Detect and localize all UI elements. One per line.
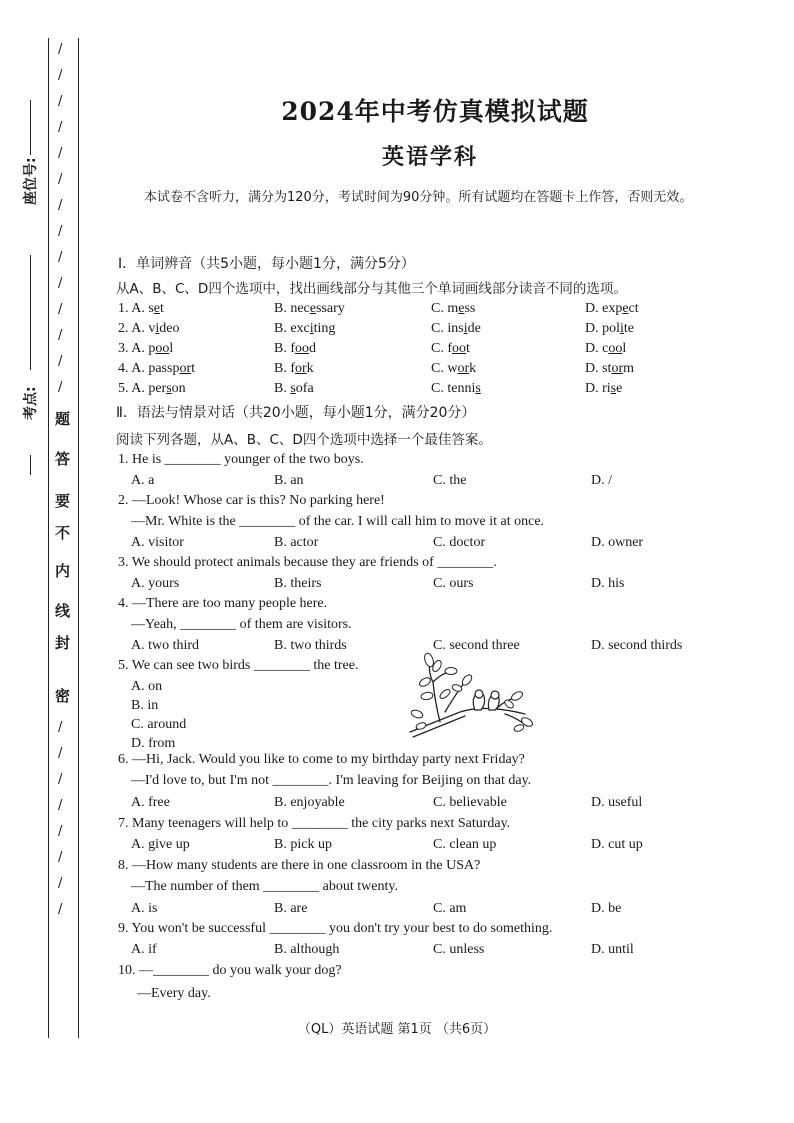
tree-with-birds-illustration	[405, 652, 535, 742]
q1-option-c: C. mess	[431, 301, 476, 316]
question-7-option-d: D. cut up	[591, 837, 643, 852]
question-3-option-b: B. theirs	[274, 576, 322, 591]
question-6-stem-reply: —I'd love to, but I'm not ________. I'm leaving for Beijing on that day.	[131, 773, 532, 788]
binding-line-inner	[78, 38, 79, 1038]
question-7-option-b: B. pick up	[274, 837, 332, 852]
seal-char-6: 要	[55, 492, 71, 510]
seal-char-4: 内	[55, 562, 71, 580]
question-4-option-d: D. second thirds	[591, 638, 683, 653]
question-10-stem-reply: —Every day.	[137, 986, 211, 1001]
question-8-option-a: A. is	[131, 901, 158, 916]
question-4-option-c: C. second three	[433, 638, 520, 653]
question-2-option-d: D. owner	[591, 535, 644, 550]
question-4-stem-reply: —Yeah, ________ of them are visitors.	[131, 617, 352, 632]
q4-option-c: C. work	[431, 361, 477, 376]
q5-option-d: D. rise	[585, 381, 623, 396]
question-9-option-c: C. unless	[433, 942, 485, 957]
q5-option-c: C. tennis	[431, 381, 481, 396]
q1-option-b: B. necessary	[274, 301, 345, 316]
question-4-option-a: A. two third	[131, 638, 200, 653]
question-3-option-a: A. yours	[131, 576, 180, 591]
question-1-stem: 1. He is ________ younger of the two boys.	[118, 452, 364, 467]
question-5-option-d: D. from	[131, 736, 176, 751]
question-8-option-c: C. am	[433, 901, 467, 916]
question-6-stem: 6. —Hi, Jack. Would you like to come to my birthday party next Friday?	[118, 752, 525, 767]
question-5-option-a: A. on	[131, 679, 163, 694]
question-9-stem: 9. You won't be successful ________ you don't try your best to do something.	[118, 921, 553, 936]
q4-option-b: B. fork	[274, 361, 314, 376]
question-6-option-b: B. enjoyable	[274, 795, 345, 810]
section-1-instruction: 从A、B、C、D四个选项中，找出画线部分与其他三个单词画线部分读音不同的选项。	[116, 281, 627, 297]
q2-option-d: D. polite	[585, 321, 634, 336]
q4-option-a: 4. A. passport	[118, 361, 196, 376]
question-6-option-c: C. believable	[433, 795, 507, 810]
question-1-option-a: A. a	[131, 473, 155, 488]
exam-room-tick	[30, 455, 31, 475]
section-2-title: Ⅱ．语法与情景对话（共20小题，每小题1分，满分20分）	[116, 405, 476, 421]
seal-char-1: 密	[55, 687, 71, 705]
question-2-option-a: A. visitor	[131, 535, 184, 550]
q3-option-c: C. foot	[431, 341, 470, 356]
question-1-option-c: C. the	[433, 473, 467, 488]
question-8-stem-reply: —The number of them ________ about twenty.	[131, 879, 398, 894]
question-10-stem: 10. —________ do you walk your dog?	[118, 963, 342, 978]
question-9-option-b: B. although	[274, 942, 340, 957]
subject-title: 英语学科	[381, 144, 478, 170]
q5-option-a: 5. A. person	[118, 381, 186, 396]
q2-option-c: C. inside	[431, 321, 481, 336]
exam-title: 2024年中考仿真模拟试题	[281, 97, 589, 126]
question-8-stem: 8. —How many students are there in one classroom in the USA?	[118, 858, 481, 873]
question-7-option-a: A. give up	[131, 837, 190, 852]
section-2-instruction: 阅读下列各题，从A、B、C、D四个选项中选择一个最佳答案。	[116, 432, 492, 448]
question-5-stem: 5. We can see two birds ________ the tree.	[118, 658, 359, 673]
q3-option-a: 3. A. pool	[118, 341, 174, 356]
q1-option-d: D. expect	[585, 301, 639, 316]
seal-char-5: 不	[55, 524, 71, 542]
question-3-option-d: D. his	[591, 576, 625, 591]
question-7-option-c: C. clean up	[433, 837, 497, 852]
question-9-option-d: D. until	[591, 942, 634, 957]
seal-char-3: 线	[55, 602, 71, 620]
question-2-stem: 2. —Look! Whose car is this? No parking here!	[118, 493, 385, 508]
question-5-option-c: C. around	[131, 717, 187, 732]
question-9-option-a: A. if	[131, 942, 157, 957]
seal-char-7: 答	[55, 450, 71, 468]
question-3-option-c: C. ours	[433, 576, 474, 591]
question-7-stem: 7. Many teenagers will help to ________ the city parks next Saturday.	[118, 816, 511, 831]
exam-room-line	[30, 255, 31, 370]
question-5-option-b: B. in	[131, 698, 159, 713]
binding-line-outer	[48, 38, 49, 1038]
question-6-option-d: D. useful	[591, 795, 643, 810]
q5-option-b: B. sofa	[274, 381, 314, 396]
question-1-option-b: B. an	[274, 473, 304, 488]
page-footer: （QL）英语试题 第1页 （共6页）	[297, 1022, 497, 1037]
q2-option-b: B. exciting	[274, 321, 336, 336]
question-3-stem: 3. We should protect animals because they are friends of ________.	[118, 555, 497, 570]
seal-char-2: 封	[55, 634, 71, 652]
question-4-option-b: B. two thirds	[274, 638, 347, 653]
seal-char-8: 题	[55, 410, 71, 428]
q3-option-b: B. food	[274, 341, 316, 356]
seat-number-label: 座位号:	[23, 157, 39, 205]
question-1-option-d: D. /	[591, 473, 612, 488]
exam-room-label: 考点:	[23, 386, 39, 420]
question-2-stem-reply: —Mr. White is the ________ of the car. I will call him to move it at once.	[131, 514, 545, 529]
question-2-option-b: B. actor	[274, 535, 319, 550]
section-1-title: Ⅰ．单词辨音（共5小题，每小题1分，满分5分）	[118, 256, 415, 272]
exam-instructions: 本试卷不含听力，满分为120分，考试时间为90分钟。所有试题均在答题卡上作答，否则无效。	[144, 190, 693, 205]
q2-option-a: 2. A. video	[118, 321, 180, 336]
q4-option-d: D. storm	[585, 361, 635, 376]
question-6-option-a: A. free	[131, 795, 170, 810]
question-4-stem: 4. —There are too many people here.	[118, 596, 328, 611]
question-8-option-b: B. are	[274, 901, 308, 916]
question-8-option-d: D. be	[591, 901, 622, 916]
q1-option-a: 1. A. set	[118, 301, 164, 316]
q3-option-d: D. cool	[585, 341, 627, 356]
question-2-option-c: C. doctor	[433, 535, 486, 550]
